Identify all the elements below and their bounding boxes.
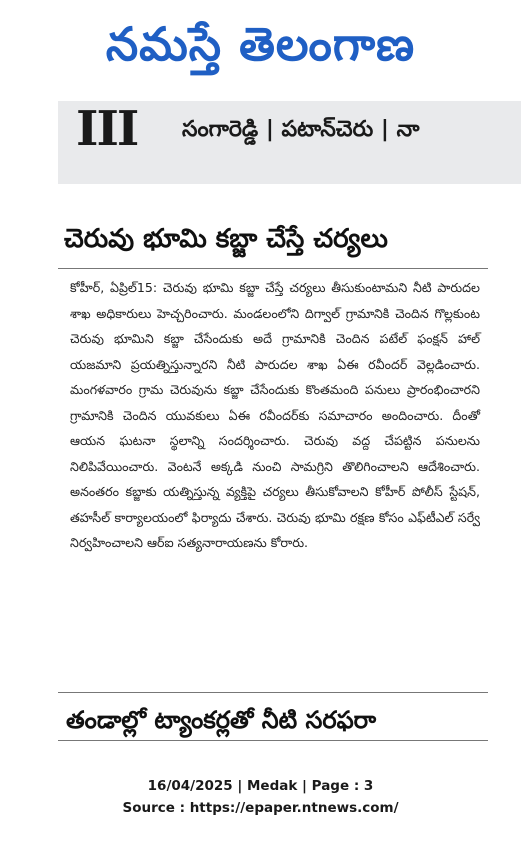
section-numeral: III (76, 101, 138, 157)
article-body: కోహీర్, ఏప్రిల్15: చెరువు భూమి కబ్జా చేస్తే చర్యలు తీసుకుంటామని నీటి పారుదల శాఖ అధికారులు హెచ్చరించారు. మండలంలోని దిగ్వాల్ గ్రామానికి చెందిన గొల్లకుంట చెరువు భూమిని కబ్జా చేసేందుకు అదే గ్రామానికి చెందిన పటేల్ ఫంక్షన్ హాల్ యజమాని ప్రయత్నిస్తున్నారని నీటి పారుదల శాఖ ఏఈ రవీందర్ వెల్లడించారు. మంగళవారం గ్రామ చెరువును కబ్జా చేసేందుకు కొంతమంది పనులు ప్రారంభించారని గ్రామానికి చెందిన యువకులు ఏఈ రవీందర్‌కు సమాచారం అందించారు. దీంతో ఆయన ఘటనా స్థలాన్ని సందర్శించారు. చెరువు వద్ద చేపట్టిన పనులను నిలిపివేయించారు. వెంటనే అక్కడి నుంచి సామగ్రిని తొలిగించాలని ఆదేశించారు. అనంతరం కబ్జాకు యత్నిస్తున్న వ్యక్తిపై చర్యలు తీసుకోవాలని కోహీర్ పోలీస్ స్టేషన్, తహసీల్ కార్యాలయంలో ఫిర్యాదు చేశారు. చెరువు భూమి రక్షణ కోసం ఎఫ్‌టీఎల్ సర్వే నిర్వహించాలని ఆర్ఐ సత్యనారాయణను కోరారు. (70, 280, 480, 550)
newspaper-logo: నమస్తే తెలంగాణ (105, 17, 416, 71)
headline-divider (58, 268, 488, 269)
next-article-headline: తండాల్లో ట్యాంకర్లతో నీటి సరఫరా (66, 706, 377, 734)
footer-source-line: Source : https://epaper.ntnews.com/ (122, 800, 399, 816)
article-divider (58, 692, 488, 693)
section-locations: సంగారెడ్డి | పటాన్‌చెరు | నా (182, 117, 420, 142)
footer-date-line: 16/04/2025 | Medak | Page : 3 (147, 778, 374, 794)
footer (0, 778, 521, 822)
next-article-divider (58, 740, 488, 741)
section-header-strip (58, 101, 521, 184)
article-headline: చెరువు భూమి కబ్జా చేస్తే చర్యలు (64, 224, 388, 254)
article (58, 212, 488, 556)
masthead (0, 0, 521, 100)
